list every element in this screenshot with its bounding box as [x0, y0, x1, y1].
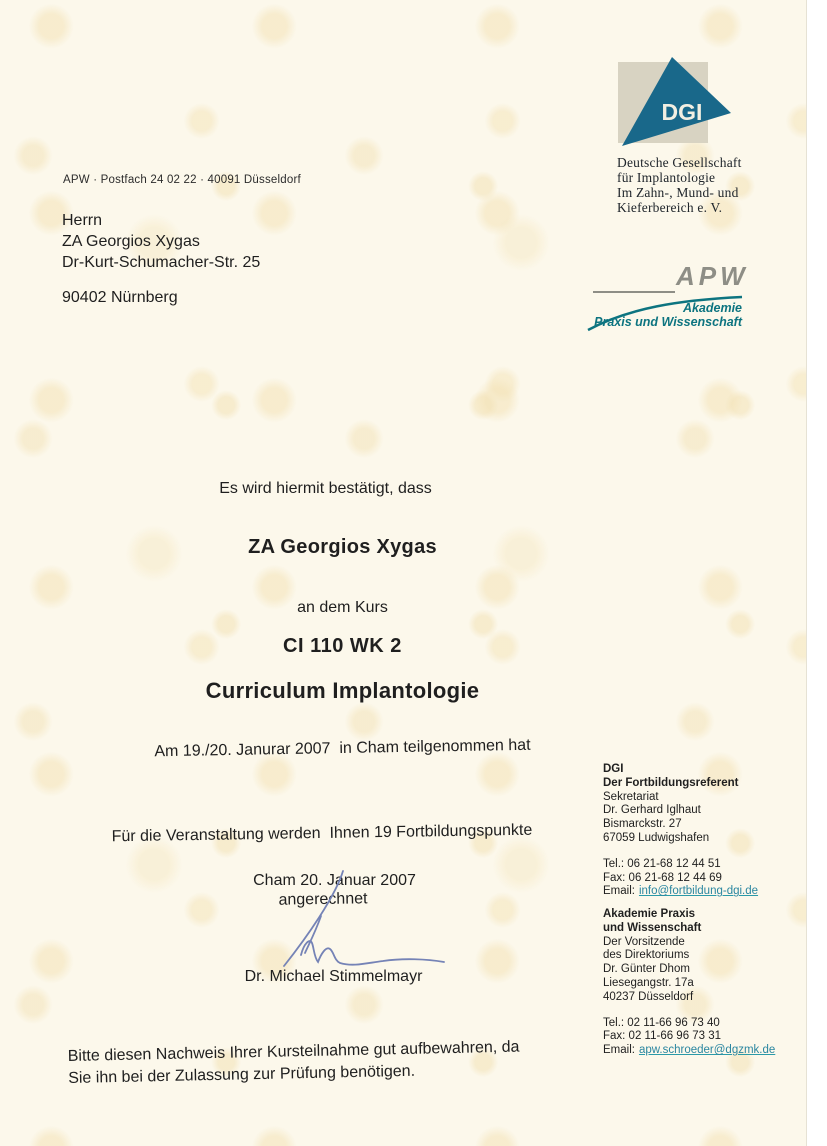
points-line: Für die Veranstaltung werden Ihnen 19 Fortbildungspunkte — [111, 821, 533, 846]
apw-contact-fax: Fax: 02 11-66 96 73 31 — [603, 1030, 722, 1043]
retention-note-line: Bitte diesen Nachweis Ihrer Kursteilnahme gut aufbewahren, da — [67, 1038, 520, 1066]
apw-contact-line: 40237 Düsseldorf — [603, 990, 694, 1003]
attendance-line: Am 19./20. Janurar 2007 in Cham teilgenommen hat — [154, 736, 531, 761]
recipient-line: Dr-Kurt-Schumacher-Str. 25 — [62, 254, 261, 271]
dgi-contact-org: DGI — [603, 763, 624, 775]
course-code: CI 110 WK 2 — [283, 635, 402, 657]
dgi-org-line: Im Zahn-, Mund- und — [617, 185, 739, 200]
email-label: Email: — [603, 1044, 635, 1057]
dgi-contact-fax: Fax: 06 21-68 12 44 69 — [603, 871, 722, 884]
sender-return-address: APW · Postfach 24 02 22 · 40091 Düsseldorf — [63, 174, 301, 186]
recipient-line: ZA Georgios Xygas — [62, 233, 200, 250]
points-statement — [29, 774, 617, 959]
apw-contact-line: des Direktoriums — [603, 949, 690, 962]
dgi-org-line: Kieferbereich e. V. — [617, 200, 723, 215]
dgi-org-name — [617, 155, 742, 215]
apw-email-link[interactable]: apw.schroeder@dgzmk.de — [638, 1044, 776, 1057]
apw-subtitle-praxis: Praxis und Wissenschaft — [594, 315, 742, 329]
recipient-address — [62, 210, 260, 273]
dgi-contact-role: Der Fortbildungsreferent — [603, 776, 739, 789]
dgi-logo-text: DGI — [661, 99, 703, 125]
dgi-contact-line: Sekretariat — [603, 790, 659, 803]
apw-contact-line: Der Vorsitzende — [603, 935, 685, 948]
apw-contact-line: Dr. Günter Dhom — [603, 963, 690, 976]
course-title: Curriculum Implantologie — [205, 678, 480, 703]
apw-logo-text: APW — [676, 261, 749, 291]
confirmation-intro: Es wird hiermit bestätigt, dass — [219, 480, 432, 497]
dgi-contact-line: Dr. Gerhard Iglhaut — [603, 804, 701, 817]
recipient-city: 90402 Nürnberg — [62, 289, 178, 306]
course-intro: an dem Kurs — [297, 599, 388, 616]
dgi-contact-line: 67059 Ludwigshafen — [603, 831, 710, 844]
dgi-email-link[interactable]: info@fortbildung-dgi.de — [638, 885, 759, 898]
dgi-contact-block — [603, 763, 823, 899]
apw-contact-org: und Wissenschaft — [603, 921, 702, 934]
dgi-org-line: für Implantologie — [617, 170, 716, 185]
apw-subtitle-akademie: Akademie — [682, 301, 742, 315]
apw-contact-org: Akademie Praxis — [603, 908, 696, 920]
spacer — [603, 846, 823, 858]
retention-note-line: Sie ihn bei der Zulassung zur Prüfung benötigen. — [68, 1062, 416, 1087]
dgi-org-line: Deutsche Gesellschaft — [617, 155, 742, 170]
apw-contact-block — [603, 908, 823, 1058]
place-date-line: Cham 20. Januar 2007 — [253, 872, 416, 889]
points-line: angerechnet — [278, 890, 368, 909]
email-label: Email: — [603, 885, 635, 898]
apw-contact-email-row — [603, 1044, 823, 1058]
dgi-contact-email-row — [603, 885, 823, 899]
recipient-line: Herrn — [62, 212, 103, 229]
dgi-logo — [598, 36, 748, 148]
participant-name: ZA Georgios Xygas — [248, 536, 437, 558]
signer-name: Dr. Michael Stimmelmayr — [244, 968, 423, 985]
dgi-contact-tel: Tel.: 06 21-68 12 44 51 — [603, 857, 721, 870]
dgi-contact-line: Bismarckstr. 27 — [603, 818, 682, 831]
apw-contact-line: Liesegangstr. 17a — [603, 976, 694, 989]
spacer — [603, 1005, 823, 1017]
apw-contact-tel: Tel.: 02 11-66 96 73 40 — [603, 1016, 720, 1029]
